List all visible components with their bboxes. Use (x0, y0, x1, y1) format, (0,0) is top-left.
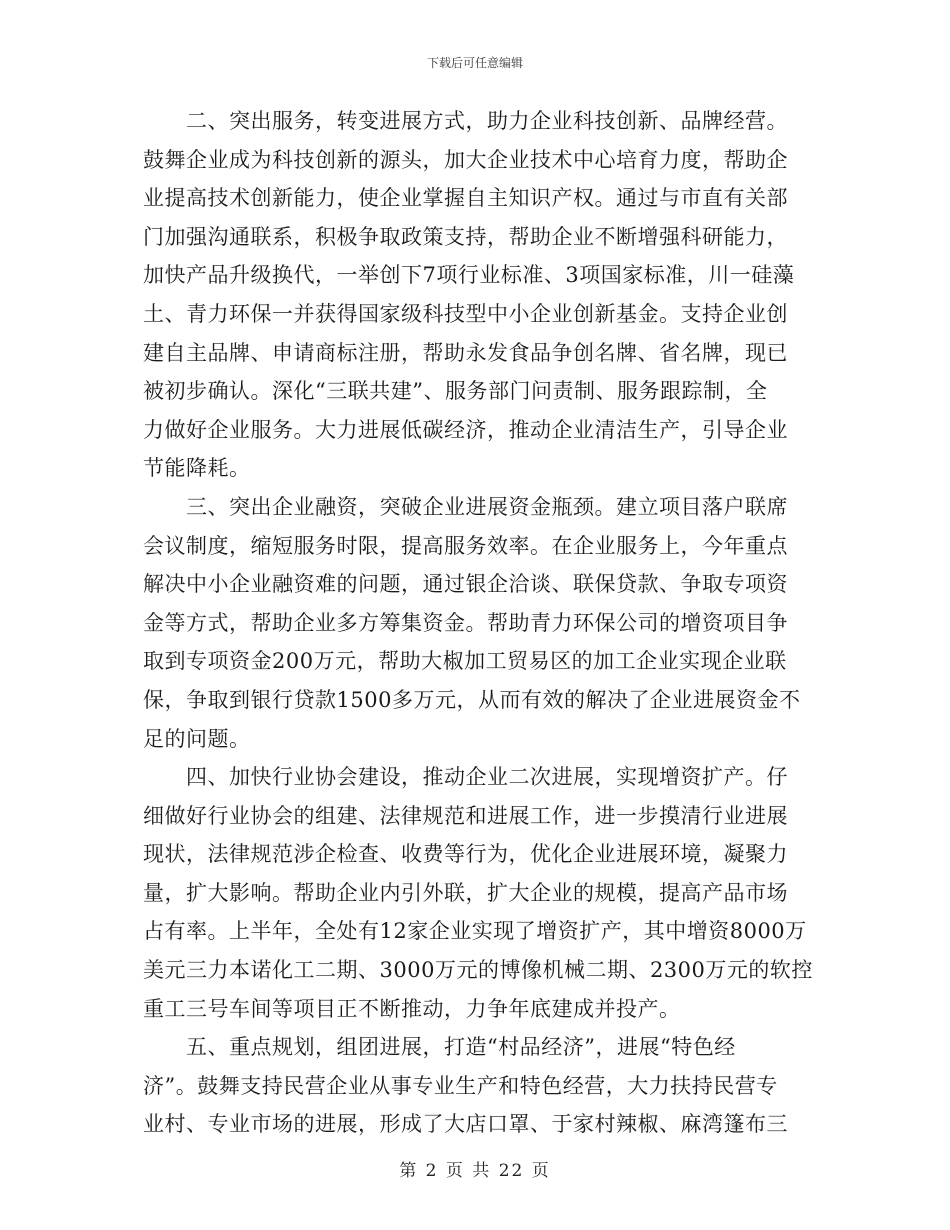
text-line: 美元三力本诺化工二期、3000万元的博像机械二期、2300万元的软控 (143, 958, 813, 983)
text-line: 土、青力环保一并获得国家级科技型中小企业创新基金。支持企业创 (143, 301, 788, 326)
text-line: 占有率。上半年，全处有12家企业实现了增资扩产，其中增资8000万 (143, 919, 807, 944)
text-line: 鼓舞企业成为科技创新的源头，加大企业技术中心培育力度，帮助企 (143, 147, 788, 172)
text-line: 二、突出服务，转变进展方式，助力企业科技创新、品牌经营。 (143, 109, 788, 133)
text-line: 保，争取到银行贷款1500多万元，从而有效的解决了企业进展资金不 (143, 687, 801, 712)
text-line: 建自主品牌、申请商标注册，帮助永发食品争创名牌、省名牌，现已 (143, 340, 788, 365)
text-line: 业村、专业市场的进展，形成了大店口罩、于家村辣椒、麻湾篷布三 (143, 1112, 788, 1137)
text-line: 现状，法律规范涉企检查、收费等行为，优化企业进展环境，凝聚力 (143, 842, 788, 867)
text-line: 三、突出企业融资，突破企业进展资金瓶颈。建立项目落户联席 (143, 494, 788, 519)
text-line: 足的问题。 (143, 726, 251, 751)
text-line: 被初步确认。深化“三联共建”、服务部门问责制、服务跟踪制，全 (143, 379, 768, 404)
text-line: 取到专项资金200万元，帮助大椒加工贸易区的加工企业实现企业联 (143, 649, 787, 674)
document-body (143, 102, 823, 1144)
text-line: 节能降耗。 (143, 456, 251, 481)
text-line: 力做好企业服务。大力进展低碳经济，推动企业清洁生产，引导企业 (143, 417, 788, 442)
text-line: 量，扩大影响。帮助企业内引外联，扩大企业的规模，提高产品市场 (143, 880, 788, 905)
text-line: 济”。鼓舞支持民营企业从事专业生产和特色经营，大力扶持民营专 (143, 1073, 778, 1098)
text-line: 会议制度，缩短服务时限，提高服务效率。在企业服务上，今年重点 (143, 533, 788, 558)
page-header: 下载后可任意编辑 (426, 56, 523, 70)
text-line: 业提高技术创新能力，使企业掌握自主知识产权。通过与市直有关部 (143, 186, 788, 211)
text-line: 五、重点规划，组团进展，打造“村品经济”，进展“特色经 (143, 1035, 736, 1060)
text-line: 细做好行业协会的组建、法律规范和进展工作，进一步摸清行业进展 (143, 803, 788, 828)
text-line: 四、加快行业协会建设，推动企业二次进展，实现增资扩产。仔 (143, 765, 788, 790)
text-line: 加快产品升级换代，一举创下7项行业标准、3项国家标准，川一硅藻 (143, 263, 795, 288)
text-line: 重工三号车间等项目正不断推动，力争年底建成并投产。 (143, 996, 681, 1021)
text-line: 门加强沟通联系，积极争取政策支持，帮助企业不断增强科研能力， (143, 224, 788, 249)
text-line: 金等方式，帮助企业多方筹集资金。帮助青力环保公司的增资项目争 (143, 610, 788, 635)
page-footer: 第 2 页 共 22 页 (399, 1161, 551, 1181)
text-line: 解决中小企业融资难的问题，通过银企洽谈、联保贷款、争取专项资 (143, 572, 788, 597)
